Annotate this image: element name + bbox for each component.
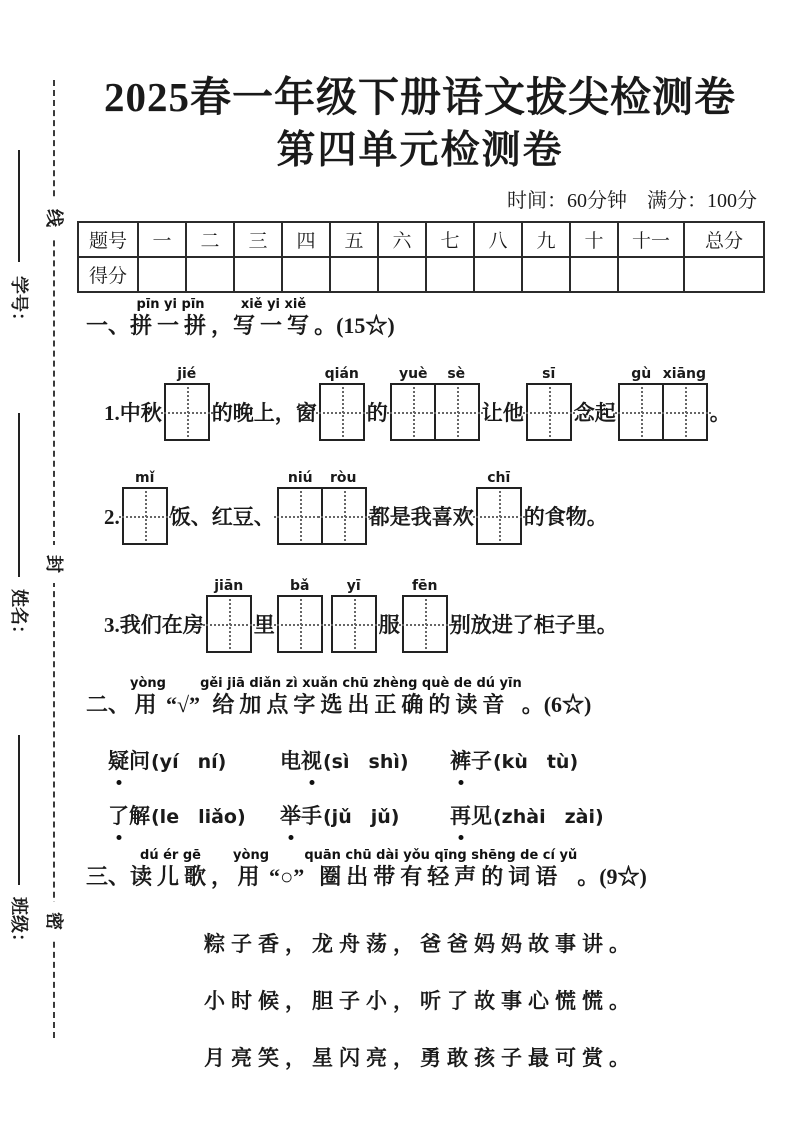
writing-box-group (390, 366, 480, 441)
sentence-text: 的晚上，窗 (211, 401, 317, 425)
choice-word[interactable] (450, 800, 604, 830)
class-label: 班级： (9, 897, 29, 951)
section3-heading (86, 848, 647, 890)
score-table-score-row (78, 257, 764, 292)
score-table-header-cell: 三 (234, 222, 282, 257)
score-cell[interactable] (570, 257, 618, 292)
choice-word[interactable] (280, 745, 450, 775)
pinyin-label: niú (287, 470, 313, 486)
score-cell[interactable] (282, 257, 330, 292)
score-table-header-cell: 九 (522, 222, 570, 257)
name-field (8, 413, 32, 655)
score-table-header-cell: 八 (474, 222, 522, 257)
pinyin-label: yī (346, 578, 361, 594)
score-cell[interactable] (684, 257, 764, 292)
writing-box[interactable] (662, 383, 708, 441)
pinyin-label: jiān (214, 578, 244, 594)
name-blank[interactable] (19, 413, 22, 577)
section3-pinyin: dú ér gē (140, 848, 201, 863)
pinyin-label: qián (324, 366, 359, 382)
writing-box[interactable] (526, 383, 572, 441)
score-table-header-cell: 一 (138, 222, 186, 257)
seal-char-feng (42, 545, 68, 583)
writing-box-group (618, 366, 708, 441)
section2-number: 二、 (86, 692, 131, 717)
seal-char-label: 密 (44, 912, 64, 930)
sentence-text: 别放进了柜子里。 (449, 613, 618, 637)
section2-points: 。(6☆) (521, 692, 592, 717)
student-id-blank[interactable] (19, 150, 22, 262)
section1-text: 拼一拼 (130, 313, 212, 338)
score-cell[interactable] (234, 257, 282, 292)
writing-box-group (206, 578, 252, 653)
sentence-text: 里 (253, 613, 275, 637)
writing-box[interactable] (618, 383, 664, 441)
student-id-label: 学号： (9, 276, 29, 330)
score-table-header-cell: 题号 (78, 222, 138, 257)
writing-box[interactable] (331, 595, 377, 653)
pinyin-label: gù (631, 366, 652, 382)
sentence-text: 1.中秋 (104, 401, 162, 425)
writing-box[interactable] (319, 383, 365, 441)
unit-title: 第四单元检测卷 (276, 129, 564, 172)
class-blank[interactable] (19, 735, 22, 885)
pinyin-label: fēn (411, 578, 438, 594)
section2-checkmark-quote: “√” (165, 692, 201, 717)
pinyin-label: chī (487, 470, 511, 486)
pinyin-options[interactable]: (zhài zài) (493, 806, 604, 828)
section1-pinyin: xiě yi xiě (240, 297, 307, 312)
score-table-header-row (78, 222, 764, 257)
pinyin-options[interactable]: (sì shì) (323, 751, 409, 773)
writing-box-group (402, 578, 448, 653)
sentence-text: 2. (104, 505, 120, 529)
pinyin-label: ròu (330, 470, 357, 486)
fill-sentence-3 (104, 578, 618, 653)
section3-number: 三、 (86, 864, 131, 889)
section2-pinyin: gěi jiā diǎn zì xuǎn chū zhèng què de dú yīn (200, 676, 522, 691)
score-table-header-cell: 十 (570, 222, 618, 257)
section1-number: 一、 (86, 313, 131, 338)
section1-pinyin: pīn yi pīn (136, 297, 205, 312)
writing-box-group (331, 578, 377, 653)
score-cell[interactable] (618, 257, 684, 292)
char: 手 (301, 804, 322, 828)
dotted-char: 裤 (450, 745, 471, 775)
pinyin-label: sè (447, 366, 466, 382)
rhyme-line-2: 小时候，胆子小，听了故事心慌慌。 (204, 989, 636, 1013)
seal-char-xian (42, 199, 68, 237)
section2-pinyin: yòng (130, 676, 166, 691)
choice-word[interactable] (108, 800, 280, 830)
writing-box[interactable] (277, 487, 323, 545)
pinyin-label: sī (542, 366, 556, 382)
writing-box-group (476, 470, 522, 545)
sentence-text: 服 (378, 613, 400, 637)
section3-pinyin: quān chū dài yǒu qīng shēng de cí yǔ (304, 848, 578, 863)
section3-points: 。(9☆) (577, 864, 647, 889)
score-cell[interactable] (522, 257, 570, 292)
char: 解 (129, 804, 150, 828)
pronunciation-choices-row1 (108, 745, 578, 775)
score-cell[interactable] (378, 257, 426, 292)
section2-text: 给加点字选出正确的读音 (212, 692, 510, 717)
score-table-header-cell: 四 (282, 222, 330, 257)
section1-points: 。(15☆) (314, 313, 395, 338)
score-cell[interactable] (426, 257, 474, 292)
sentence-text: 3.我们在房 (104, 613, 204, 637)
sentence-text: 都是我喜欢 (368, 505, 474, 529)
choice-word[interactable] (450, 745, 578, 775)
section1-text: 写一写 (233, 313, 315, 338)
dotted-char: 了 (108, 800, 129, 830)
score-cell[interactable] (186, 257, 234, 292)
pronunciation-choices-row2 (108, 800, 604, 830)
fill-sentence-2 (104, 470, 608, 545)
sentence-text: 饭、红豆、 (169, 505, 275, 529)
writing-box[interactable] (390, 383, 436, 441)
rhyme-line-1: 粽子香，龙舟荡，爸爸妈妈故事讲。 (204, 932, 636, 956)
writing-box[interactable] (122, 487, 168, 545)
pinyin-options[interactable]: (le liǎo) (151, 806, 246, 828)
section1-heading (86, 297, 395, 339)
writing-box-group (526, 366, 572, 441)
writing-box[interactable] (476, 487, 522, 545)
section3-text: 用 (237, 864, 265, 889)
sentence-text: 。 (709, 401, 731, 425)
writing-box-group (164, 366, 210, 441)
dotted-char: 疑 (108, 745, 129, 775)
pinyin-label: bǎ (290, 578, 310, 594)
pinyin-options[interactable]: (kù tù) (493, 751, 579, 773)
dotted-char: 视 (301, 745, 322, 775)
fill-sentence-1 (104, 366, 731, 441)
section3-comma: ， (211, 864, 234, 889)
score-cell[interactable] (138, 257, 186, 292)
student-id-field (8, 150, 32, 335)
section1-comma: ， (211, 313, 234, 338)
name-label: 姓名： (9, 589, 29, 643)
seal-char-label: 线 (44, 209, 64, 227)
sentence-text: 的食物。 (523, 505, 608, 529)
writing-box-group (122, 470, 168, 545)
char: 子 (471, 749, 492, 773)
score-cell[interactable] (330, 257, 378, 292)
sentence-text: 让他 (481, 401, 524, 425)
char: 电 (280, 749, 301, 773)
pinyin-label: jié (177, 366, 197, 382)
section3-circle-quote: “○” (269, 864, 305, 889)
sentence-text: 念起 (573, 401, 616, 425)
score-cell[interactable] (474, 257, 522, 292)
time-score-info: 时间：60分钟 满分：100分 (507, 190, 757, 212)
choice-word[interactable] (108, 745, 280, 775)
pinyin-options[interactable]: (jǔ jǔ) (323, 806, 400, 828)
char: 见 (471, 804, 492, 828)
char: 问 (129, 749, 150, 773)
writing-box[interactable] (206, 595, 252, 653)
sentence-text: 的 (366, 401, 388, 425)
score-table-header-cell: 五 (330, 222, 378, 257)
section2-text: 用 (134, 692, 162, 717)
writing-box[interactable] (402, 595, 448, 653)
score-table-header-cell: 二 (186, 222, 234, 257)
rhyme-line-3: 月亮笑，星闪亮，勇敢孩子最可赏。 (204, 1046, 636, 1070)
writing-box[interactable] (277, 595, 323, 653)
section2-heading (86, 676, 591, 718)
choice-word[interactable] (280, 800, 450, 830)
score-table (77, 221, 765, 293)
pinyin-label: mǐ (135, 470, 155, 486)
score-table-header-cell: 十一 (618, 222, 684, 257)
score-label-cell: 得分 (78, 257, 138, 292)
writing-box-group (277, 470, 367, 545)
paper-title: 2025春一年级下册语文拔尖检测卷 (104, 74, 736, 120)
class-field (8, 735, 32, 961)
dotted-char: 再 (450, 800, 471, 830)
writing-box[interactable] (164, 383, 210, 441)
section3-pinyin: yòng (233, 848, 270, 863)
pinyin-label: xiāng (662, 366, 707, 382)
section3-text: 圈出带有轻声的词语 (319, 864, 563, 889)
score-table-header-cell: 六 (378, 222, 426, 257)
writing-box-group (277, 578, 323, 653)
writing-box[interactable] (321, 487, 367, 545)
pinyin-label: yuè (398, 366, 428, 382)
dotted-char: 举 (280, 800, 301, 830)
writing-box-group (319, 366, 365, 441)
pinyin-options[interactable]: (yí ní) (151, 751, 227, 773)
section3-text: 读儿歌 (130, 864, 212, 889)
score-table-header-cell: 七 (426, 222, 474, 257)
writing-box[interactable] (434, 383, 480, 441)
seal-char-label: 封 (44, 555, 64, 573)
seal-char-mi (42, 902, 68, 940)
score-table-header-cell: 总分 (684, 222, 764, 257)
